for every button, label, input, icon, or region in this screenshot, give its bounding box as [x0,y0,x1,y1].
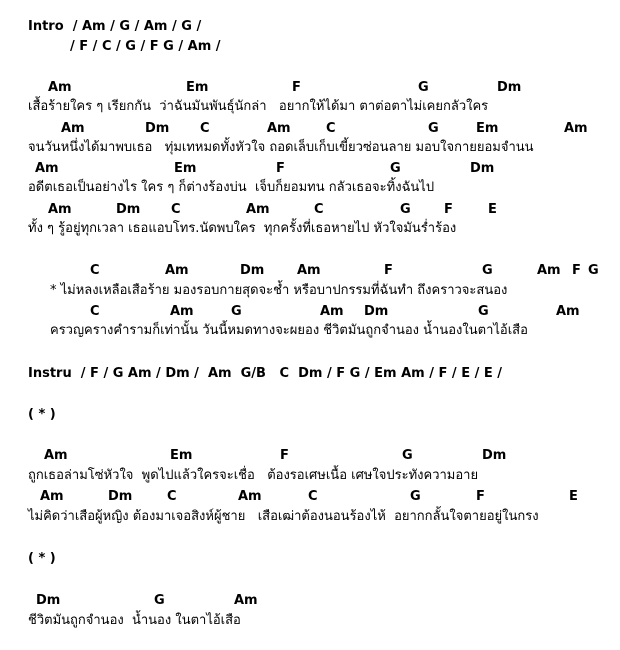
chord: Dm [470,161,495,176]
chord: C [167,489,177,504]
verse2-lyric-2: ไม่คิดว่าเสือผู้หญิง ต้องมาเจอสิงห์ผู้ชาย เสือเฒ่าต้องนอนร้องไห้ อยากกลั้นใจตายอยู่ในกรง [28,509,539,524]
chord: Am [246,202,270,217]
chord: Am [297,263,321,278]
chord: G [588,263,599,278]
chord: Em [170,448,193,463]
chord: G [231,304,242,319]
chord: C [326,121,336,136]
chord: G [390,161,401,176]
verse1-lyric-4: ทั้ง ๆ รู้อยู่ทุกเวลา เธอแอบโทร.นัดพบใคร ทุกครั้งที่เธอหายไป หัวใจมันร่ำร้อง [28,221,457,236]
chord: C [90,263,100,278]
chord: E [569,489,578,504]
chord: Dm [145,121,170,136]
chord: Am [234,593,258,608]
chord: Am [35,161,59,176]
chord: G [482,263,493,278]
chord: Am [48,202,72,217]
chord: F [292,80,301,95]
chord: Am [40,489,64,504]
chord: F [572,263,581,278]
verse2-lyric-1: ถูกเธอล่ามโซ่หัวใจ พูดไปแล้วใครจะเชื่อ ต้องรอเศษเนื้อ เศษใจประทังความอาย [28,468,479,483]
chord: G [402,448,413,463]
chord: G [418,80,429,95]
chord: Em [186,80,209,95]
chord: C [308,489,318,504]
chord: F [444,202,453,217]
chord: E [488,202,497,217]
chorus-chord-row-1 [0,264,620,278]
verse2-chord-row-1 [0,449,620,463]
chord: Am [320,304,344,319]
chord: Am [267,121,291,136]
verse1-lyric-2: จนวันหนึ่งได้มาพบเธอ ทุ่มเทหมดทั้งหัวใจ ถอดเล็บเก็บเขี้ยวซ่อนลาย มอบใจกายยอมจำนน [28,140,534,155]
chord: C [200,121,210,136]
chord: Dm [36,593,61,608]
ending-chord-row [0,594,620,608]
verse1-chord-row-4 [0,203,620,217]
instru-line: Instru / F / G Am / Dm / Am G/B C Dm / F G / Em Am / F / E / E / [28,366,503,381]
chord: Am [564,121,588,136]
chorus-chord-row-2 [0,305,620,319]
verse2-chord-row-2 [0,490,620,504]
chorus-lyric-2: ครวญครางคำรามก็เท่านั้น วันนี้หมดทางจะผยอง ชีวิตมันถูกจำนอง น้ำนองในตาไอ้เสือ [50,323,528,338]
chord: G [410,489,421,504]
chord: Dm [482,448,507,463]
chord: Em [174,161,197,176]
repeat-marker-2: ( * ) [28,551,56,566]
chord: G [428,121,439,136]
chord: Dm [116,202,141,217]
chord: Am [238,489,262,504]
chord: G [400,202,411,217]
chord: Em [476,121,499,136]
repeat-marker-1: ( * ) [28,407,56,422]
chord: G [478,304,489,319]
chord: Am [48,80,72,95]
chorus-lyric-1: * ไม่หลงเหลือเสือร้าย มองรอบกายสุดจะช้ำ หรือบาปกรรมที่ฉันทำ ถึงคราวจะสนอง [50,283,508,298]
chord: F [476,489,485,504]
verse1-chord-row-3 [0,162,620,176]
chord: C [90,304,100,319]
chord: Am [537,263,561,278]
chord: F [276,161,285,176]
intro-line-2: / F / C / G / F G / Am / [70,39,221,54]
verse1-lyric-3: อดีตเธอเป็นอย่างไร ใคร ๆ ก็ต่างร้องบ่น เจ็บก็ยอมทน กลัวเธอจะทิ้งฉันไป [28,180,435,195]
chord: Dm [364,304,389,319]
chord: Am [556,304,580,319]
chord: Dm [240,263,265,278]
verse1-chord-row-1 [0,81,620,95]
chord: Am [170,304,194,319]
intro-line-1: Intro / Am / G / Am / G / [28,19,202,34]
chord: C [171,202,181,217]
chord: Am [61,121,85,136]
chord: G [154,593,165,608]
chord: Dm [108,489,133,504]
chord: Am [165,263,189,278]
chord: F [280,448,289,463]
chord: C [314,202,324,217]
ending-lyric: ชีวิตมันถูกจำนอง น้ำนอง ในตาไอ้เสือ [28,613,241,628]
verse1-chord-row-2 [0,122,620,136]
chord: Dm [497,80,522,95]
chord: Am [44,448,68,463]
chord: F [384,263,393,278]
verse1-lyric-1: เสื้อร้ายใคร ๆ เรียกกัน ว่าฉันมันพันธุ์นักล่า อยากให้ได้มา ตาต่อตาไม่เคยกลัวใคร [28,99,489,114]
